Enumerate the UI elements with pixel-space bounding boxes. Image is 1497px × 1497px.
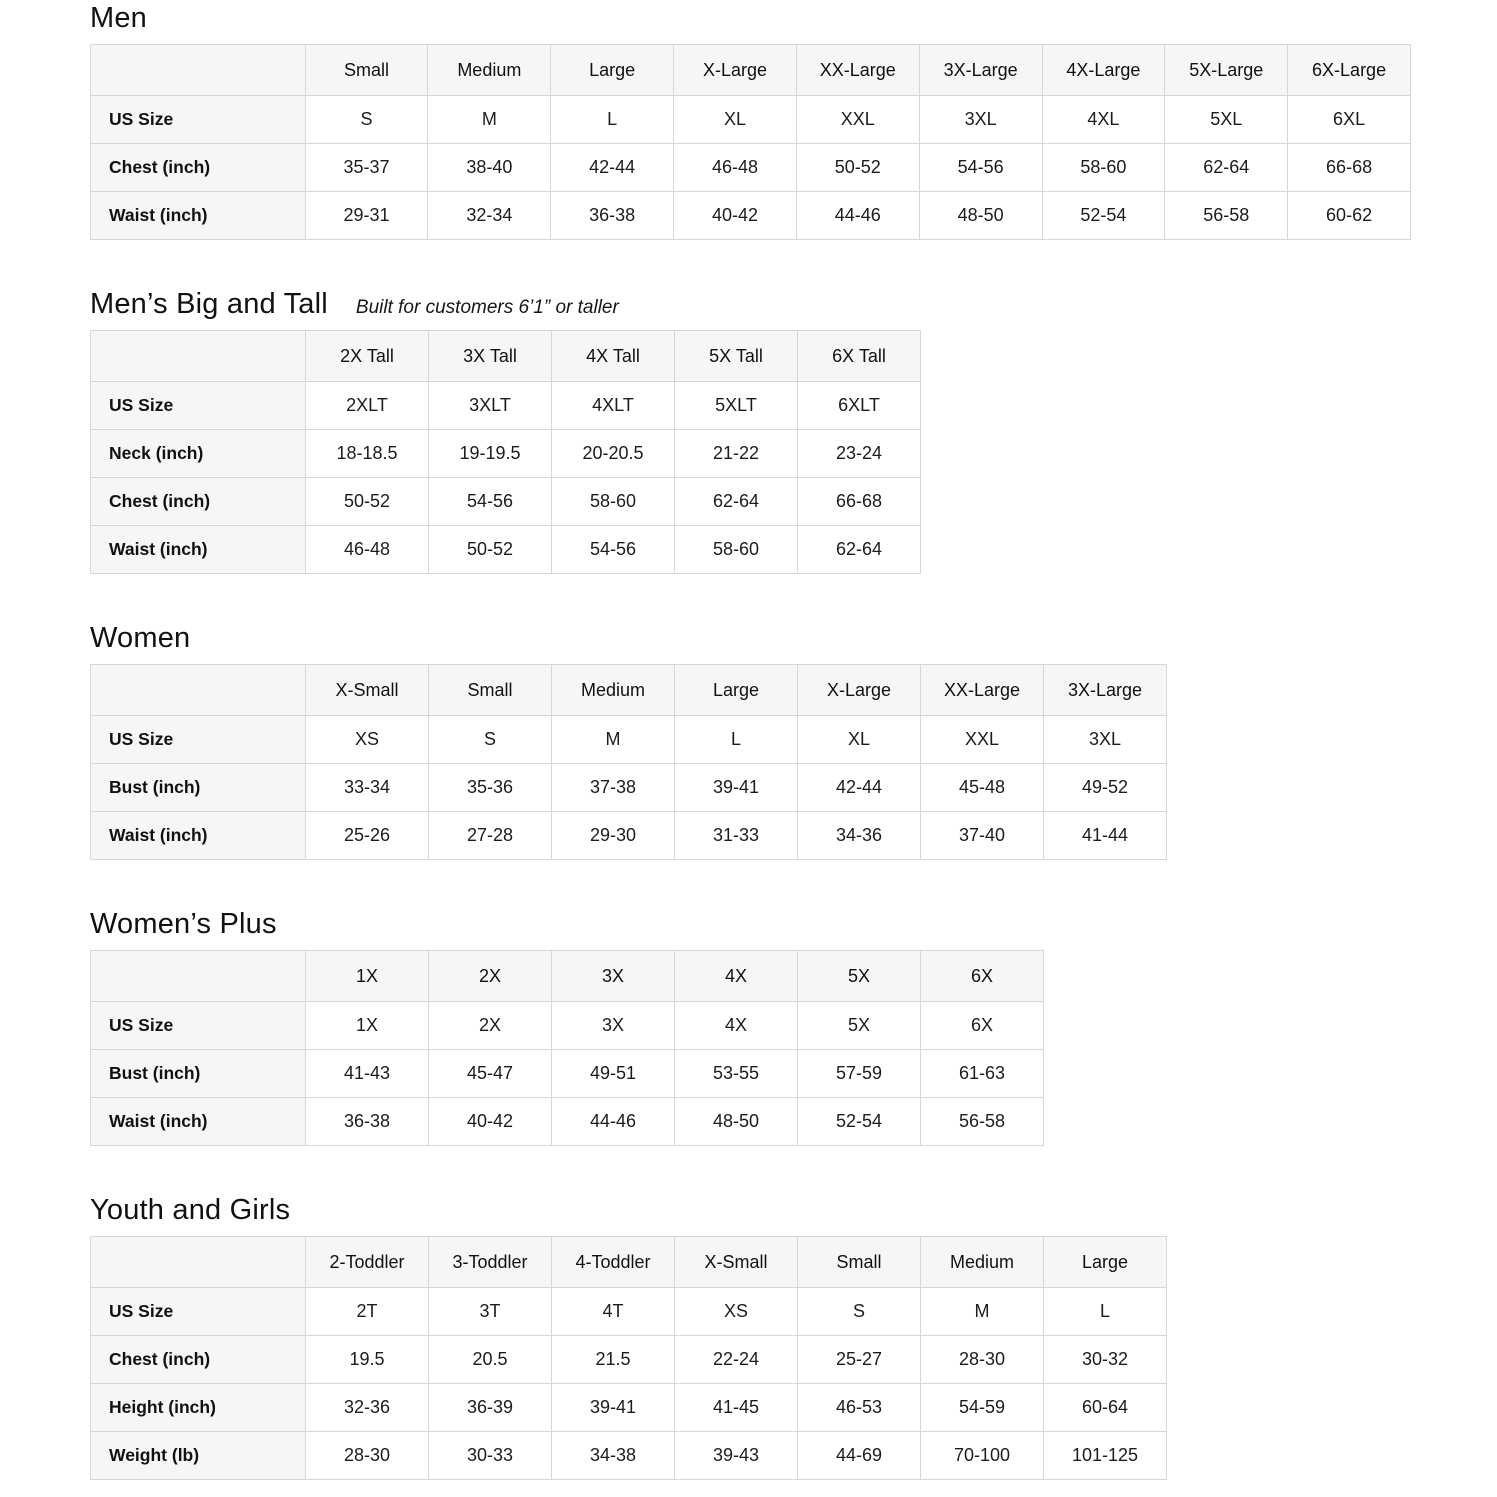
column-header: 6X Tall [798, 331, 921, 382]
size-cell: 62-64 [798, 526, 921, 574]
row-label: Bust (inch) [91, 1050, 306, 1098]
corner-cell [91, 1237, 306, 1288]
size-cell: 25-26 [306, 812, 429, 860]
size-cell: 40-42 [674, 192, 797, 240]
size-cell: 31-33 [675, 812, 798, 860]
size-cell: 18-18.5 [306, 430, 429, 478]
column-header: 3X Tall [429, 331, 552, 382]
size-cell: 52-54 [798, 1098, 921, 1146]
size-cell: 44-69 [798, 1432, 921, 1480]
size-cell: S [429, 716, 552, 764]
size-cell: 66-68 [1288, 144, 1411, 192]
column-header: Medium [921, 1237, 1044, 1288]
size-cell: 45-47 [429, 1050, 552, 1098]
row-label: Waist (inch) [91, 192, 306, 240]
column-header: 6X [921, 951, 1044, 1002]
section-womens-plus [90, 908, 1411, 1146]
size-cell: 101-125 [1044, 1432, 1167, 1480]
youth-and-girls-size-table [90, 1236, 1167, 1480]
table-row [91, 764, 1167, 812]
size-cell: 58-60 [675, 526, 798, 574]
size-cell: 39-41 [675, 764, 798, 812]
table-row [91, 526, 921, 574]
size-cell: 29-30 [552, 812, 675, 860]
section-women [90, 622, 1411, 860]
row-label: Neck (inch) [91, 430, 306, 478]
size-cell: 54-59 [921, 1384, 1044, 1432]
size-cell: S [798, 1288, 921, 1336]
size-cell: 35-37 [305, 144, 428, 192]
header-row [91, 951, 1044, 1002]
size-cell: 22-24 [675, 1336, 798, 1384]
table-row [91, 1336, 1167, 1384]
row-label: US Size [91, 96, 306, 144]
row-label: US Size [91, 1288, 306, 1336]
size-cell: 42-44 [551, 144, 674, 192]
size-cell: S [305, 96, 428, 144]
size-cell: 1X [306, 1002, 429, 1050]
size-cell: 5X [798, 1002, 921, 1050]
column-header: Small [305, 45, 428, 96]
size-cell: 39-41 [552, 1384, 675, 1432]
size-cell: 49-52 [1044, 764, 1167, 812]
table-row [91, 1384, 1167, 1432]
column-header: Medium [552, 665, 675, 716]
size-cell: 5XLT [675, 382, 798, 430]
size-cell: 30-32 [1044, 1336, 1167, 1384]
row-label: Chest (inch) [91, 1336, 306, 1384]
size-cell: 52-54 [1042, 192, 1165, 240]
table-row [91, 192, 1411, 240]
table-row [91, 812, 1167, 860]
column-header: XX-Large [796, 45, 919, 96]
size-cell: 54-56 [552, 526, 675, 574]
column-header: XX-Large [921, 665, 1044, 716]
column-header: 6X-Large [1288, 45, 1411, 96]
size-cell: 41-45 [675, 1384, 798, 1432]
size-cell: L [675, 716, 798, 764]
size-cell: L [551, 96, 674, 144]
size-cell: 48-50 [675, 1098, 798, 1146]
size-cell: 50-52 [429, 526, 552, 574]
column-header: Large [551, 45, 674, 96]
row-label: Waist (inch) [91, 1098, 306, 1146]
size-cell: XL [798, 716, 921, 764]
section-men [90, 2, 1411, 240]
size-cell: 21.5 [552, 1336, 675, 1384]
size-cell: 29-31 [305, 192, 428, 240]
size-cell: 36-38 [306, 1098, 429, 1146]
section-title: Youth and Girls [90, 1194, 291, 1226]
column-header: X-Small [306, 665, 429, 716]
size-cell: 60-62 [1288, 192, 1411, 240]
column-header: 2X Tall [306, 331, 429, 382]
size-cell: XXL [921, 716, 1044, 764]
size-cell: 60-64 [1044, 1384, 1167, 1432]
size-cell: 35-36 [429, 764, 552, 812]
column-header: Medium [428, 45, 551, 96]
size-cell: 3XL [1044, 716, 1167, 764]
womens-plus-size-table [90, 950, 1044, 1146]
size-cell: 2X [429, 1002, 552, 1050]
size-cell: 39-43 [675, 1432, 798, 1480]
table-row [91, 478, 921, 526]
size-cell: 37-38 [552, 764, 675, 812]
size-cell: 6X [921, 1002, 1044, 1050]
size-cell: 56-58 [921, 1098, 1044, 1146]
section-youth-and-girls-title-row [90, 1194, 1411, 1227]
size-cell: 54-56 [919, 144, 1042, 192]
size-cell: 50-52 [306, 478, 429, 526]
column-header: Small [429, 665, 552, 716]
size-cell: 49-51 [552, 1050, 675, 1098]
size-cell: 28-30 [921, 1336, 1044, 1384]
column-header: 4X-Large [1042, 45, 1165, 96]
table-row [91, 1432, 1167, 1480]
column-header: 3X-Large [1044, 665, 1167, 716]
size-cell: 54-56 [429, 478, 552, 526]
size-cell: 30-33 [429, 1432, 552, 1480]
size-cell: 46-53 [798, 1384, 921, 1432]
size-cell: 42-44 [798, 764, 921, 812]
table-row [91, 1002, 1044, 1050]
size-cell: 4X [675, 1002, 798, 1050]
mens-big-and-tall-size-table [90, 330, 921, 574]
men-size-table [90, 44, 1411, 240]
column-header: X-Large [798, 665, 921, 716]
row-label: US Size [91, 716, 306, 764]
corner-cell [91, 45, 306, 96]
size-cell: 20.5 [429, 1336, 552, 1384]
size-cell: 33-34 [306, 764, 429, 812]
size-cell: 56-58 [1165, 192, 1288, 240]
size-cell: 44-46 [552, 1098, 675, 1146]
section-title: Women [90, 622, 191, 654]
row-label: Waist (inch) [91, 526, 306, 574]
column-header: 4-Toddler [552, 1237, 675, 1288]
row-label: US Size [91, 382, 306, 430]
row-label: Bust (inch) [91, 764, 306, 812]
size-cell: 62-64 [675, 478, 798, 526]
row-label: US Size [91, 1002, 306, 1050]
size-cell: 3T [429, 1288, 552, 1336]
column-header: X-Small [675, 1237, 798, 1288]
size-cell: 25-27 [798, 1336, 921, 1384]
row-label: Chest (inch) [91, 478, 306, 526]
size-cell: XL [674, 96, 797, 144]
size-cell: 58-60 [1042, 144, 1165, 192]
size-cell: 2T [306, 1288, 429, 1336]
column-header: 4X [675, 951, 798, 1002]
size-cell: 36-38 [551, 192, 674, 240]
size-cell: XS [675, 1288, 798, 1336]
size-cell: 4T [552, 1288, 675, 1336]
section-womens-plus-title-row [90, 908, 1411, 941]
size-cell: M [552, 716, 675, 764]
section-men-title-row [90, 2, 1411, 35]
column-header: 3X [552, 951, 675, 1002]
row-label: Chest (inch) [91, 144, 306, 192]
size-cell: 44-46 [796, 192, 919, 240]
size-cell: XXL [796, 96, 919, 144]
section-mens-big-and-tall-title-row [90, 288, 1411, 321]
size-cell: 46-48 [306, 526, 429, 574]
size-cell: 3X [552, 1002, 675, 1050]
size-cell: 70-100 [921, 1432, 1044, 1480]
size-cell: 19.5 [306, 1336, 429, 1384]
size-cell: 62-64 [1165, 144, 1288, 192]
section-mens-big-and-tall [90, 288, 1411, 574]
size-cell: 61-63 [921, 1050, 1044, 1098]
row-label: Waist (inch) [91, 812, 306, 860]
column-header: 1X [306, 951, 429, 1002]
column-header: Small [798, 1237, 921, 1288]
size-cell: 66-68 [798, 478, 921, 526]
column-header: Large [1044, 1237, 1167, 1288]
size-cell: 19-19.5 [429, 430, 552, 478]
column-header: 3X-Large [919, 45, 1042, 96]
table-row [91, 1050, 1044, 1098]
header-row [91, 665, 1167, 716]
table-row [91, 1288, 1167, 1336]
size-cell: 2XLT [306, 382, 429, 430]
section-title: Men’s Big and Tall [90, 288, 328, 320]
size-cell: 36-39 [429, 1384, 552, 1432]
size-cell: 46-48 [674, 144, 797, 192]
corner-cell [91, 331, 306, 382]
header-row [91, 331, 921, 382]
column-header: X-Large [674, 45, 797, 96]
size-cell: 6XLT [798, 382, 921, 430]
column-header: 4X Tall [552, 331, 675, 382]
section-title: Women’s Plus [90, 908, 277, 940]
table-row [91, 382, 921, 430]
section-subtitle: Built for customers 6’1” or taller [355, 297, 619, 318]
size-cell: 34-36 [798, 812, 921, 860]
women-size-table [90, 664, 1167, 860]
size-cell: L [1044, 1288, 1167, 1336]
size-cell: 4XL [1042, 96, 1165, 144]
size-cell: 40-42 [429, 1098, 552, 1146]
size-cell: 57-59 [798, 1050, 921, 1098]
size-cell: 53-55 [675, 1050, 798, 1098]
table-row [91, 430, 921, 478]
size-cell: 27-28 [429, 812, 552, 860]
size-cell: 20-20.5 [552, 430, 675, 478]
size-cell: 50-52 [796, 144, 919, 192]
header-row [91, 1237, 1167, 1288]
size-cell: 48-50 [919, 192, 1042, 240]
size-cell: 37-40 [921, 812, 1044, 860]
column-header: 5X Tall [675, 331, 798, 382]
row-label: Weight (lb) [91, 1432, 306, 1480]
size-cell: 3XL [919, 96, 1042, 144]
size-cell: 3XLT [429, 382, 552, 430]
size-cell: 28-30 [306, 1432, 429, 1480]
size-cell: M [428, 96, 551, 144]
table-row [91, 716, 1167, 764]
size-cell: 5XL [1165, 96, 1288, 144]
table-row [91, 96, 1411, 144]
row-label: Height (inch) [91, 1384, 306, 1432]
size-cell: 21-22 [675, 430, 798, 478]
column-header: 2-Toddler [306, 1237, 429, 1288]
corner-cell [91, 951, 306, 1002]
size-cell: 32-34 [428, 192, 551, 240]
size-cell: 34-38 [552, 1432, 675, 1480]
size-cell: 4XLT [552, 382, 675, 430]
section-youth-and-girls [90, 1194, 1411, 1480]
corner-cell [91, 665, 306, 716]
size-cell: 45-48 [921, 764, 1044, 812]
size-cell: 41-44 [1044, 812, 1167, 860]
section-women-title-row [90, 622, 1411, 655]
size-cell: 41-43 [306, 1050, 429, 1098]
size-cell: XS [306, 716, 429, 764]
header-row [91, 45, 1411, 96]
size-cell: 58-60 [552, 478, 675, 526]
size-cell: 6XL [1288, 96, 1411, 144]
column-header: 2X [429, 951, 552, 1002]
column-header: 5X [798, 951, 921, 1002]
table-row [91, 144, 1411, 192]
section-title: Men [90, 2, 148, 34]
size-cell: M [921, 1288, 1044, 1336]
table-row [91, 1098, 1044, 1146]
column-header: 3-Toddler [429, 1237, 552, 1288]
column-header: 5X-Large [1165, 45, 1288, 96]
column-header: Large [675, 665, 798, 716]
size-cell: 32-36 [306, 1384, 429, 1432]
size-cell: 38-40 [428, 144, 551, 192]
size-cell: 23-24 [798, 430, 921, 478]
